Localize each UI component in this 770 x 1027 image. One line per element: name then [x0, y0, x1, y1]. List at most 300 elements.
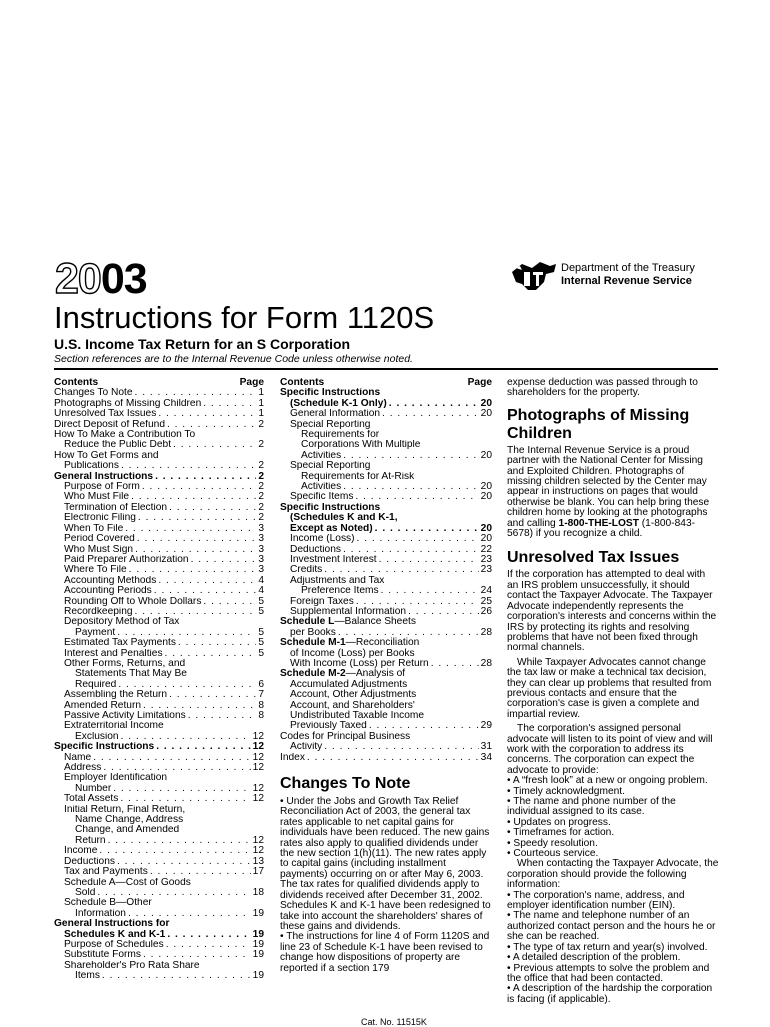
toc-entry-text: Substitute Forms: [64, 950, 141, 961]
toc-entry[interactable]: [54, 492, 264, 502]
toc-entry-page: 2: [258, 471, 264, 482]
toc-entry[interactable]: [54, 867, 264, 877]
toc-dot-leader: [186, 711, 257, 721]
toc-entry-page: 20: [480, 523, 492, 534]
toc-entry[interactable]: [54, 909, 264, 919]
toc-entry-page: 3: [258, 523, 264, 534]
toc-entry[interactable]: [54, 742, 264, 752]
bullet-item: • Updates on progress.: [507, 818, 719, 828]
toc-entry-text: Changes To Note: [54, 388, 133, 399]
toc-entry[interactable]: [54, 659, 264, 669]
toc-entry-text: Estimated Tax Payments: [64, 638, 176, 649]
toc-dot-leader: [111, 784, 250, 794]
toc-entry[interactable]: [54, 805, 264, 815]
toc-entry-text: Passive Activity Limitations: [64, 711, 186, 721]
toc-entry-text: Specific Instructions: [280, 388, 381, 399]
toc-dot-leader: [171, 440, 256, 450]
toc-entry[interactable]: [280, 513, 492, 523]
toc-entry[interactable]: [54, 409, 264, 419]
toc-entry-page: 2: [258, 461, 264, 472]
missing-children-text-end: (1-800-843-5678) if you recognize a child.: [507, 517, 695, 540]
toc-entry-page: 6: [258, 679, 264, 690]
toc-entry-text: Name Change, Address: [75, 815, 184, 826]
toc-entry-text: Sold: [75, 887, 96, 898]
toc-entry[interactable]: [54, 721, 264, 731]
toc-entry-text: Period Covered: [64, 534, 135, 545]
toc-entry[interactable]: [54, 898, 264, 908]
toc-entry[interactable]: [54, 784, 264, 794]
toc-entry[interactable]: [54, 524, 264, 534]
toc-entry[interactable]: [280, 565, 492, 575]
toc-entry-page: 19: [252, 908, 264, 919]
toc-entry-text: Who Must File: [64, 492, 130, 503]
toc-entry[interactable]: [54, 690, 264, 700]
toc-entry-text: Required: [75, 679, 117, 690]
bullet-item: • Previous attempts to solve the problem and the office that had been contacted.: [507, 964, 719, 985]
toc-entry[interactable]: [280, 461, 492, 471]
toc-entry-text: Specific Instructions: [54, 742, 155, 753]
toc-entry-text: General Information: [290, 409, 381, 420]
toc-entry[interactable]: [280, 388, 492, 398]
toc-entry[interactable]: [280, 482, 492, 492]
toc-entry[interactable]: [54, 649, 264, 659]
toc-entry[interactable]: [54, 669, 264, 679]
toc-entry-text: Employer Identification: [64, 773, 168, 784]
toc-dot-leader: [135, 534, 257, 544]
toc-entry-text: General Instructions for: [54, 919, 170, 930]
toc-entry-text: Credits: [290, 565, 323, 576]
toc-entry[interactable]: [280, 742, 492, 752]
toc-entry-page: 29: [480, 721, 492, 732]
toc-dot-leader: [101, 763, 250, 773]
toc-entry-page: 13: [252, 856, 264, 867]
toc-entry-page: 1: [258, 409, 264, 420]
toc-entry-text: Corporations With Multiple: [301, 440, 421, 451]
toc-entry-text: Account, and Shareholders': [290, 699, 415, 711]
toc-dot-leader: [129, 492, 256, 502]
toc-entry[interactable]: [280, 440, 492, 450]
toc-entry-page: 20: [480, 534, 492, 545]
toc-entry-text: Other Forms, Returns, and: [64, 658, 186, 669]
toc-dot-leader: [165, 930, 250, 940]
changes-heading: Changes To Note: [280, 775, 411, 793]
toc-entry[interactable]: [54, 857, 264, 867]
contents-heading: Contents: [54, 377, 99, 388]
toc-entry[interactable]: [54, 878, 264, 888]
toc-entry[interactable]: [54, 451, 264, 461]
toc-entry-page: 24: [480, 586, 492, 597]
toc-entry-text: Index: [280, 752, 305, 763]
toc-entry-text: Items: [75, 971, 100, 982]
toc-entry-page: 23: [480, 554, 492, 565]
toc-dot-leader: [189, 555, 257, 565]
toc-entry-text: Extraterritorial Income: [64, 721, 164, 732]
contents-header: [54, 378, 264, 388]
toc-entry-page: 5: [258, 648, 264, 659]
toc-dot-leader: [97, 846, 250, 856]
toc-dot-leader: [141, 950, 251, 960]
toc-dot-leader: [126, 909, 251, 919]
toc-entry-text: Exclusion: [75, 731, 119, 742]
toc-entry[interactable]: [54, 961, 264, 971]
toc-dot-leader: [106, 836, 251, 846]
toc-dot-leader: [156, 409, 256, 419]
toc-entry[interactable]: [54, 971, 264, 981]
unresolved-paragraph-3: The corporation's assigned personal advocate will listen to its point of view and will work with the corporation to address its concerns. The corporation can expect the advocate to provide:: [507, 723, 713, 776]
bullet-item: • The corporation's name, address, and employer identification number (EIN).: [507, 891, 719, 912]
bullet-item: • Speedy resolution.: [507, 839, 719, 849]
toc-entry[interactable]: [280, 555, 492, 565]
toc-entry[interactable]: [54, 711, 264, 721]
contents-column-2: [280, 378, 492, 974]
contents-list-2: [280, 388, 492, 617]
toc-entry[interactable]: [54, 576, 264, 586]
toc-dot-leader: [406, 607, 479, 617]
toc-entry[interactable]: [54, 545, 264, 555]
toc-entry[interactable]: [54, 732, 264, 742]
toc-entry[interactable]: [54, 825, 264, 835]
continuation-text: expense deduction was passed through to shareholders for the property.: [507, 377, 698, 399]
toc-dot-leader: [133, 545, 256, 555]
toc-entry-text: Depository Method of Tax: [64, 617, 180, 628]
toc-entry[interactable]: [280, 430, 492, 440]
schedule-m2-label: Schedule M-2: [280, 668, 346, 680]
toc-entry-text: Account, Other Adjustments: [290, 689, 417, 701]
page-column-label: Page: [239, 377, 264, 388]
toc-dot-leader: [165, 420, 256, 430]
toc-entry[interactable]: [54, 753, 264, 763]
bullet-item: • The name and telephone number of an authorized contact person and the hours he or she can be reached.: [507, 911, 719, 942]
toc-entry-text: Purpose of Schedules: [64, 939, 164, 950]
toc-entry-page: 12: [252, 846, 264, 857]
toc-entry-text: Activities: [301, 450, 342, 461]
toc-entry[interactable]: [54, 565, 264, 575]
toc-entry-text: Supplemental Information: [290, 606, 407, 617]
toc-dot-leader: [201, 399, 256, 409]
contents-column-1: [54, 378, 264, 982]
toc-dot-leader: [305, 753, 479, 763]
toc-entry[interactable]: [280, 409, 492, 419]
toc-entry[interactable]: [280, 472, 492, 482]
toc-entry-page: 2: [258, 482, 264, 493]
toc-entry-page: 1: [258, 398, 264, 409]
toc-entry[interactable]: [54, 773, 264, 783]
toc-entry-page: 5: [258, 627, 264, 638]
toc-dot-leader: [322, 742, 478, 752]
toc-entry-page: 2: [258, 513, 264, 524]
toc-entry-text: Photographs of Missing Children: [54, 398, 202, 409]
page-subtitle: U.S. Income Tax Return for an S Corporation: [54, 336, 351, 352]
advocate-provides-list: [507, 776, 719, 859]
toc-entry-page: 34: [480, 752, 492, 763]
toc-entry[interactable]: [54, 513, 264, 523]
toc-entry-text: Where To File: [64, 565, 127, 576]
toc-entry[interactable]: [280, 576, 492, 586]
toc-entry-text: Tax and Payments: [64, 867, 148, 878]
schedule-m2-rest: —Analysis of: [345, 668, 406, 680]
toc-entry-text: Accounting Periods: [64, 586, 152, 597]
toc-entry-page: 2: [258, 502, 264, 513]
toc-dot-leader: [379, 586, 479, 596]
changes-bullet-1: • Under the Jobs and Growth Tax Relief Reconciliation Act of 2003, the general tax rates applicable to net capital gains for individuals have been reduced. The new gains rates also apply to qualified dividends under the new section 1(h)(11). The new rates apply to capital gains (including installment payments) occurring on or after May 6, 2003. The tax rates for qualified dividends apply to dividends received after December 31, 2002. Schedules K and K-1 have been redesigned to take into account the shareholders' shares of these gains and dividends.: [280, 797, 492, 932]
toc-entry-text: Special Reporting: [290, 419, 371, 430]
toc-entry-text: Rounding Off to Whole Dollars: [64, 596, 202, 607]
toc-entry-page: 3: [258, 534, 264, 545]
toc-entry[interactable]: [280, 545, 492, 555]
toc-dot-leader: [341, 482, 478, 492]
toc-entry[interactable]: [280, 399, 492, 409]
toc-entry-text: Reduce the Public Debt: [64, 440, 172, 451]
toc-entry-page: 12: [252, 731, 264, 742]
bullet-item: • A detailed description of the problem.: [507, 953, 719, 963]
toc-dot-leader: [153, 472, 256, 482]
toc-entry-page: 12: [252, 763, 264, 774]
toc-entry[interactable]: [280, 524, 492, 534]
bullet-item: • A “fresh look” at a new or ongoing problem.: [507, 776, 719, 786]
toc-entry-text: Recordkeeping: [64, 606, 133, 617]
toc-entry[interactable]: [54, 763, 264, 773]
toc-dot-leader: [341, 451, 478, 461]
toc-entry-page: 20: [480, 492, 492, 503]
toc-entry[interactable]: [54, 638, 264, 648]
header-rule: [54, 368, 718, 370]
toc-entry[interactable]: [54, 388, 264, 398]
toc-entry[interactable]: [54, 930, 264, 940]
changes-bullet-2: • The instructions for line 4 of Form 1120S and line 23 of Schedule K-1 have been revised to change how dispositions of property are reported if a section 179: [280, 932, 492, 974]
content-column-3: [507, 378, 719, 1005]
toc-entry-page: 19: [252, 971, 264, 982]
toc-entry[interactable]: [280, 753, 492, 763]
toc-dot-leader: [115, 628, 256, 638]
toc-entry[interactable]: [54, 503, 264, 513]
agency-name: Internal Revenue Service: [561, 275, 692, 287]
toc-entry[interactable]: [54, 555, 264, 565]
toc-entry-text: Statements That May Be: [75, 669, 187, 680]
toc-entry-text: Undistributed Taxable Income: [290, 710, 425, 721]
toc-dot-leader: [156, 576, 256, 586]
toc-dot-leader: [341, 545, 479, 555]
contact-info-list: [507, 891, 719, 1005]
toc-entry[interactable]: [54, 950, 264, 960]
toc-entry[interactable]: [54, 919, 264, 929]
toc-entry-text: Amended Return: [64, 700, 142, 711]
toc-entry-page: 12: [252, 783, 264, 794]
toc-entry-text: of Income (Loss) per Books: [290, 647, 415, 659]
schedule-m1-label: Schedule M-1: [280, 637, 346, 649]
toc-entry-page: 18: [252, 887, 264, 898]
toc-entry-text: per Books: [290, 627, 336, 638]
toc-entry-text: Accumulated Adjustments: [290, 678, 408, 690]
toc-entry-page: 22: [480, 544, 492, 555]
toc-entry-page: 17: [252, 867, 264, 878]
toc-entry-text: Income (Loss): [290, 534, 355, 545]
toc-entry[interactable]: [54, 440, 264, 450]
form-year: [55, 255, 147, 303]
toc-entry[interactable]: [54, 399, 264, 409]
toc-entry-page: 4: [258, 575, 264, 586]
toc-dot-leader: [354, 597, 479, 607]
toc-entry[interactable]: [280, 451, 492, 461]
toc-entry-text: (Schedules K and K-1,: [290, 513, 398, 524]
bullet-item: • A description of the hardship the corporation is facing (if applicable).: [507, 984, 719, 1005]
missing-children-heading: Photographs of Missing Children: [507, 406, 690, 442]
toc-dot-leader: [100, 971, 251, 981]
year-outline-digits: 20: [55, 255, 101, 303]
toc-entry[interactable]: [54, 430, 264, 440]
toc-entry-page: 28: [480, 658, 492, 669]
toc-entry-page: 3: [258, 544, 264, 555]
catalog-number: Cat. No. 11515K: [361, 1017, 427, 1027]
year-solid-digits: 03: [100, 255, 147, 303]
toc-entry-text: Specific Instructions: [280, 502, 381, 513]
toc-entry[interactable]: [54, 420, 264, 430]
toc-entry-page: 26: [480, 606, 492, 617]
toc-entry-text: Payment: [75, 627, 116, 638]
toc-entry[interactable]: [280, 534, 492, 544]
toc-dot-leader: [136, 513, 256, 523]
toc-dot-leader: [373, 524, 479, 534]
toc-dot-leader: [353, 492, 478, 502]
toc-entry-text: Preference Items: [301, 586, 379, 597]
toc-schedule-l[interactable]: [280, 617, 492, 627]
toc-entry[interactable]: [54, 597, 264, 607]
toc-entry-text: Termination of Election: [64, 502, 168, 513]
toc-dot-leader: [164, 940, 251, 950]
toc-entry-text: Schedule A—Cost of Goods: [64, 877, 191, 888]
toc-entry[interactable]: [54, 794, 264, 804]
toc-dot-leader: [140, 482, 256, 492]
toc-entry-text: Codes for Principal Business: [280, 730, 411, 742]
toc-entry[interactable]: [54, 461, 264, 471]
unresolved-paragraph-2: While Taxpayer Advocates cannot change the tax law or make a technical tax decision, they can clear up problems that resulted from previous contacts and ensure that the corporation's case is given a complete and impartial review.: [507, 656, 712, 720]
toc-entry-page: 8: [258, 711, 264, 721]
toc-entry[interactable]: [54, 472, 264, 482]
toc-entry-text: Requirements for: [301, 430, 380, 441]
contents-list: [54, 388, 264, 981]
toc-entry[interactable]: [280, 597, 492, 607]
toc-entry[interactable]: [54, 888, 264, 898]
toc-entry[interactable]: [54, 680, 264, 690]
toc-dot-leader: [148, 867, 251, 877]
toc-entry[interactable]: [54, 617, 264, 627]
contents-heading-2: Contents: [280, 377, 325, 388]
toc-dot-leader: [377, 555, 479, 565]
toc-entry-page: 25: [480, 596, 492, 607]
toc-entry-text: Change, and Amended: [75, 825, 180, 836]
toc-dot-leader: [127, 565, 257, 575]
toc-entry-text: Schedule B—Other: [64, 898, 152, 909]
toc-entry-text: Foreign Taxes: [290, 596, 354, 607]
toc-entry-text: When To File: [64, 523, 124, 534]
toc-entry-text: Except as Noted): [290, 523, 373, 534]
toc-dot-leader: [119, 461, 256, 471]
toc-entry-page: 8: [258, 700, 264, 711]
toc-entry-page: 2: [258, 419, 264, 430]
toc-dot-leader: [429, 659, 479, 669]
toc-entry[interactable]: [280, 420, 492, 430]
toc-entry-page: 12: [252, 752, 264, 763]
missing-children-body: [507, 446, 719, 540]
missing-children-text: The Internal Revenue Service is a proud partner with the National Center for Missing and Exploited Children. Photographs of missing children selected by the Center may appear in instructions on pages that would otherwise be blank. You can help bring these children home by looking at the photographs and calling: [507, 444, 710, 529]
toc-entry[interactable]: [54, 628, 264, 638]
toc-entry-text: Special Reporting: [290, 461, 371, 472]
toc-entry-text: Information: [75, 908, 126, 919]
toc-entry-page: 20: [480, 398, 492, 409]
toc-entry-text: With Income (Loss) per Return: [290, 658, 429, 669]
toc-dot-leader: [115, 857, 251, 867]
schedule-m1-rest: —Reconciliation: [345, 637, 420, 649]
toc-entry[interactable]: [54, 607, 264, 617]
toc-dot-leader: [133, 607, 257, 617]
toc-entry[interactable]: [54, 815, 264, 825]
toc-dot-leader: [95, 888, 250, 898]
toc-entry-page: 20: [480, 482, 492, 493]
toc-entry[interactable]: [54, 846, 264, 856]
toc-entry-page: 5: [258, 638, 264, 649]
toc-entry-text: General Instructions: [54, 471, 154, 482]
toc-dot-leader: [91, 753, 250, 763]
toc-entry-text: Address: [64, 763, 102, 774]
page-column-label-2: Page: [467, 377, 492, 388]
toc-entry[interactable]: [54, 586, 264, 596]
bullet-item: • The type of tax return and year(s) involved.: [507, 943, 719, 953]
toc-entry-page: 28: [480, 627, 492, 638]
toc-entry-text: Activities: [301, 482, 342, 493]
toc-entry[interactable]: [280, 503, 492, 513]
toc-entry-page: 23: [480, 565, 492, 576]
toc-entry-page: 2: [258, 492, 264, 503]
toc-entry[interactable]: [280, 586, 492, 596]
toc-entry[interactable]: [54, 482, 264, 492]
toc-entry-text: Income: [64, 846, 98, 857]
toc-entry-page: 3: [258, 565, 264, 576]
toc-dot-leader: [116, 680, 256, 690]
schedule-l-label: Schedule L: [280, 616, 335, 628]
toc-entry-text: (Schedule K-1 Only): [290, 398, 387, 409]
toc-entry-page: 12: [252, 742, 264, 753]
toc-dot-leader: [118, 794, 250, 804]
toc-entry[interactable]: [54, 534, 264, 544]
toc-dot-leader: [201, 597, 256, 607]
toc-entry-text: Direct Deposit of Refund: [54, 419, 165, 430]
toc-entry-page: 12: [252, 794, 264, 805]
toc-entry-page: 2: [258, 440, 264, 451]
toc-dot-leader: [154, 742, 250, 752]
bullet-item: • Timeframes for action.: [507, 828, 719, 838]
toc-entry[interactable]: [280, 492, 492, 502]
toc-entry-text: Deductions: [290, 544, 341, 555]
bullet-item: • Courteous service.: [507, 849, 719, 859]
toc-entry-text: Schedules K and K-1: [64, 929, 166, 940]
toc-entry-text: Previously Taxed: [290, 721, 367, 732]
toc-entry-text: Publications: [64, 461, 119, 472]
contents-header-2: [280, 378, 492, 388]
toc-entry-text: Electronic Filing: [64, 513, 136, 524]
toc-entry-text: Name: [64, 752, 92, 763]
toc-dot-leader: [322, 565, 478, 575]
toc-entry-text: Specific Items: [290, 492, 354, 503]
toc-dot-leader: [167, 690, 256, 700]
toc-entry[interactable]: [54, 940, 264, 950]
toc-entry-text: Shareholder's Pro Rata Share: [64, 960, 200, 971]
toc-dot-leader: [119, 732, 251, 742]
toc-entry-text: Initial Return, Final Return,: [64, 804, 186, 815]
toc-entry[interactable]: [54, 701, 264, 711]
irs-eagle-logo-icon: [510, 260, 558, 294]
toc-entry[interactable]: [54, 836, 264, 846]
section-note: Section references are to the Internal Revenue Code unless otherwise noted.: [54, 353, 413, 365]
toc-schedule-m1[interactable]: [280, 638, 492, 648]
